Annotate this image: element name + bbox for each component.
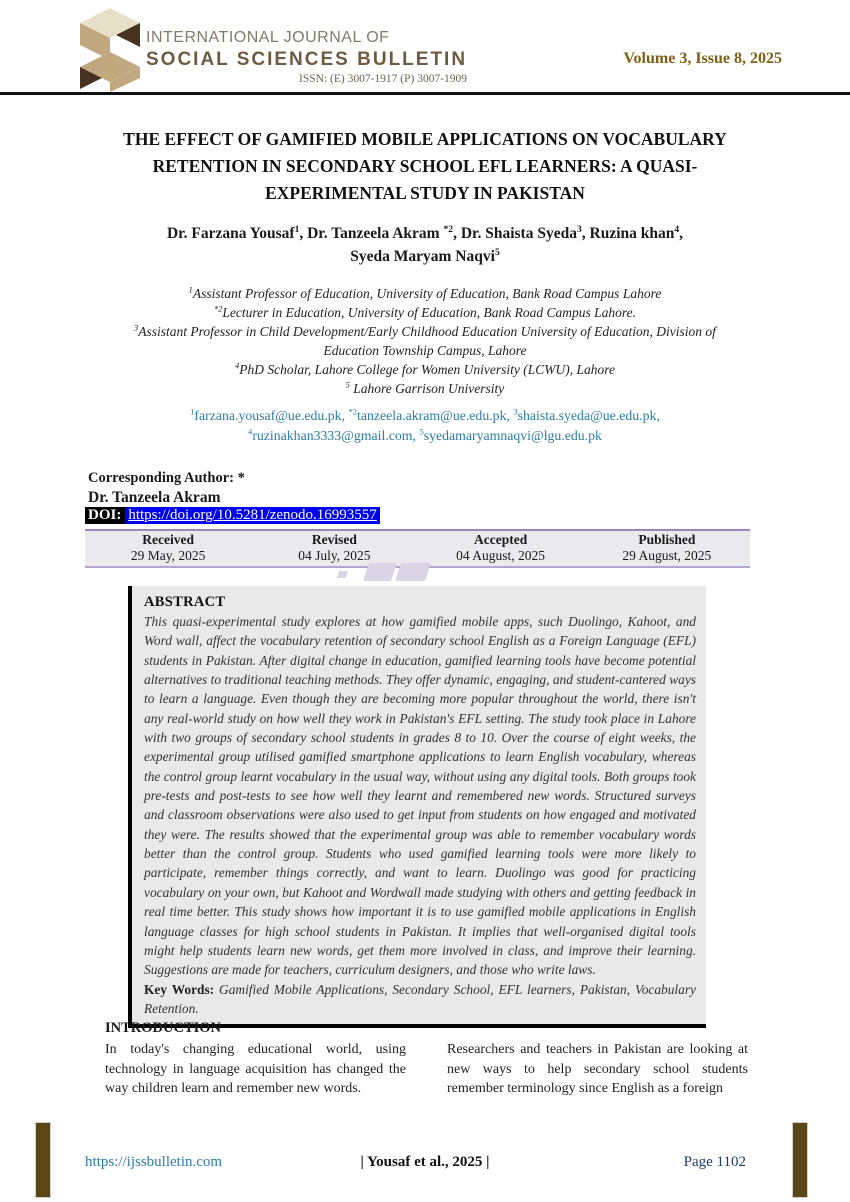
abstract-box xyxy=(128,586,706,1028)
footer-citation: | Yousaf et al., 2025 | xyxy=(360,1154,490,1170)
footer-journal-link[interactable]: https://ijssbulletin.com xyxy=(85,1154,223,1170)
email-sup: 5 xyxy=(419,426,424,437)
email-link[interactable]: farzana.yousaf@ue.edu.pk, xyxy=(194,408,346,423)
affiliation-item xyxy=(110,284,740,303)
author-sup: 1 xyxy=(294,223,300,235)
email-link[interactable]: tanzeela.akram@ue.edu.pk, xyxy=(357,408,510,423)
dates-value-received: 29 May, 2025 xyxy=(130,548,206,563)
abstract-text: This quasi-experimental study explores at how gamified mobile apps, such Duolingo, Kahoot, and Word wall, affect the vocabulary retention of secondary school English as a Foreign Language (EFL) students in Pakistan. After digital change in education, gamified learning tools have become potential alternatives to traditional teaching methods. They offer dynamic, engaging, and student-cantered ways to learn a language. Even though they are becoming more popular throughout the world, there isn't any real-world study on how well they work in Pakistan's EFL setting. The study took place in Lahore with two groups of secondary school students in grades 8 to 10. Over the course of eight weeks, the experimental group utilised gamified smartphone applications to learn English vocabulary, whereas the control group learnt vocabulary in the usual way, without using any digital tools. Both groups took pre-tests and post-tests to see how well they learnt and remembered new words. Structured surveys and classroom observations were also used to get input from students on how engaged and motivated they were. The results showed that the experimental group was able to remember vocabulary words better than the control group. Students who used gamified learning tools were more likely to participate, remember things correctly, and want to learn. Duolingo was good for practicing vocabulary on your own, but Kahoot and Wordwall made studying with others and getting feedback in real time better. This study shows how important it is to use gamified mobile applications in English language classes for high school students in Pakistan. It implies that well-organised digital tools might help students learn new words, get them more involved in class, and improve their learning. Suggestions are made for teachers, curriculum designers, and those who write laws. xyxy=(144,614,696,978)
dates-header-published: Published xyxy=(638,532,696,547)
corresponding-label: Corresponding Author: * xyxy=(88,470,245,486)
email-sup: *2 xyxy=(348,406,358,417)
affiliation-sup: 4 xyxy=(235,361,240,371)
affiliation-sup: *2 xyxy=(213,304,223,314)
introduction-column-right: Researchers and teachers in Pakistan are looking at new ways to help secondary school students remember terminology since English as a foreign xyxy=(447,1042,748,1096)
abstract-body xyxy=(144,612,696,1018)
affiliation-sup: 5 xyxy=(345,380,350,390)
keywords-label: Key Words: xyxy=(144,981,215,997)
author-sup: *2 xyxy=(443,223,454,235)
dates-header-revised: Revised xyxy=(311,532,357,547)
email-line xyxy=(80,426,770,446)
affiliation-text: Assistant Professor in Child Development/Early Childhood Education University of Education, Division of Education Township Campus, Lahore xyxy=(138,324,716,358)
article-title xyxy=(80,126,770,207)
footer-page-number: Page 1102 xyxy=(683,1154,746,1170)
journal-issn: ISSN: (E) 3007-1917 (P) 3007-1909 xyxy=(299,73,468,85)
title-line: RETENTION IN SECONDARY SCHOOL EFL LEARNERS: A QUASI- xyxy=(152,156,698,176)
author-sup: 3 xyxy=(576,223,582,235)
abstract-heading: ABSTRACT xyxy=(144,594,226,610)
introduction-columns xyxy=(105,1040,748,1099)
affiliation-item xyxy=(110,322,740,360)
volume-issue: Volume 3, Issue 8, 2025 xyxy=(623,50,782,67)
affiliation-text: Assistant Professor of Education, University of Education, Bank Road Campus Lahore xyxy=(192,286,662,301)
email-link[interactable]: shaista.syeda@ue.edu.pk, xyxy=(517,408,660,423)
affiliation-item xyxy=(110,379,740,398)
corresponding-name: Dr. Tanzeela Akram xyxy=(88,489,221,506)
dates-value-accepted: 04 August, 2025 xyxy=(456,548,546,563)
email-sup: 4 xyxy=(248,426,253,437)
author-name: Dr. Shaista Syeda xyxy=(460,225,577,242)
email-sup: 3 xyxy=(513,406,518,417)
email-link[interactable]: syedamaryamnaqvi@lgu.edu.pk xyxy=(423,428,602,443)
journal-logo xyxy=(78,6,142,92)
author-sup: 5 xyxy=(494,246,500,258)
header-divider xyxy=(0,92,850,95)
email-link[interactable]: ruzinakhan3333@gmail.com, xyxy=(252,428,416,443)
author-separator: , xyxy=(679,225,684,242)
dates-header-received: Received xyxy=(142,532,194,547)
affiliation-text: Lecturer in Education, University of Education, Bank Road Campus Lahore. xyxy=(222,305,637,320)
dates-value-published: 29 August, 2025 xyxy=(622,548,712,563)
doi-link[interactable]: https://doi.org/10.5281/zenodo.16993557 xyxy=(125,507,379,524)
corresponding-author-block xyxy=(88,468,245,508)
doi-line xyxy=(85,507,380,524)
author-name: Syeda Maryam Naqvi xyxy=(350,248,495,265)
title-line: EXPERIMENTAL STUDY IN PAKISTAN xyxy=(265,183,585,203)
introduction-heading: INTRODUCTION xyxy=(105,1020,222,1036)
email-line xyxy=(80,406,770,426)
journal-name-block xyxy=(146,28,467,87)
affiliation-item xyxy=(110,303,740,322)
dates-value-revised: 04 July, 2025 xyxy=(298,548,371,563)
email-sup: 1 xyxy=(190,406,195,417)
introduction-column-left: In today's changing educational world, using technology in language acquisition has changed the way children learn and remember new words. xyxy=(105,1042,406,1096)
affiliation-text: PhD Scholar, Lahore College for Women University (LCWU), Lahore xyxy=(239,362,615,377)
dates-header-accepted: Accepted xyxy=(474,532,528,547)
journal-name-line2: SOCIAL SCIENCES BULLETIN xyxy=(146,49,468,70)
journal-name-line1: INTERNATIONAL JOURNAL OF xyxy=(146,29,390,46)
affiliation-text: Lahore Garrison University xyxy=(349,381,505,396)
author-name: Dr. Farzana Yousaf xyxy=(166,225,295,242)
author-separator: , xyxy=(453,225,461,242)
keywords-text: Gamified Mobile Applications, Secondary School, EFL learners, Pakistan, Vocabulary Retention. xyxy=(144,981,696,1016)
author-separator: , xyxy=(299,225,308,242)
author-name: Dr. Tanzeela Akram xyxy=(307,225,444,242)
affiliation-item xyxy=(110,360,740,379)
author-list xyxy=(80,222,770,268)
title-line: THE EFFECT OF GAMIFIED MOBILE APPLICATIONS ON VOCABULARY xyxy=(123,129,727,149)
affiliation-sup: 1 xyxy=(188,285,193,295)
watermark-shape xyxy=(338,563,428,585)
affiliation-sup: 3 xyxy=(134,323,139,333)
author-sup: 4 xyxy=(674,223,680,235)
author-name: Ruzina khan xyxy=(589,225,675,242)
email-list xyxy=(80,406,770,446)
doi-label: DOI: xyxy=(85,507,125,524)
affiliation-list xyxy=(110,284,740,398)
author-separator: , xyxy=(581,225,590,242)
